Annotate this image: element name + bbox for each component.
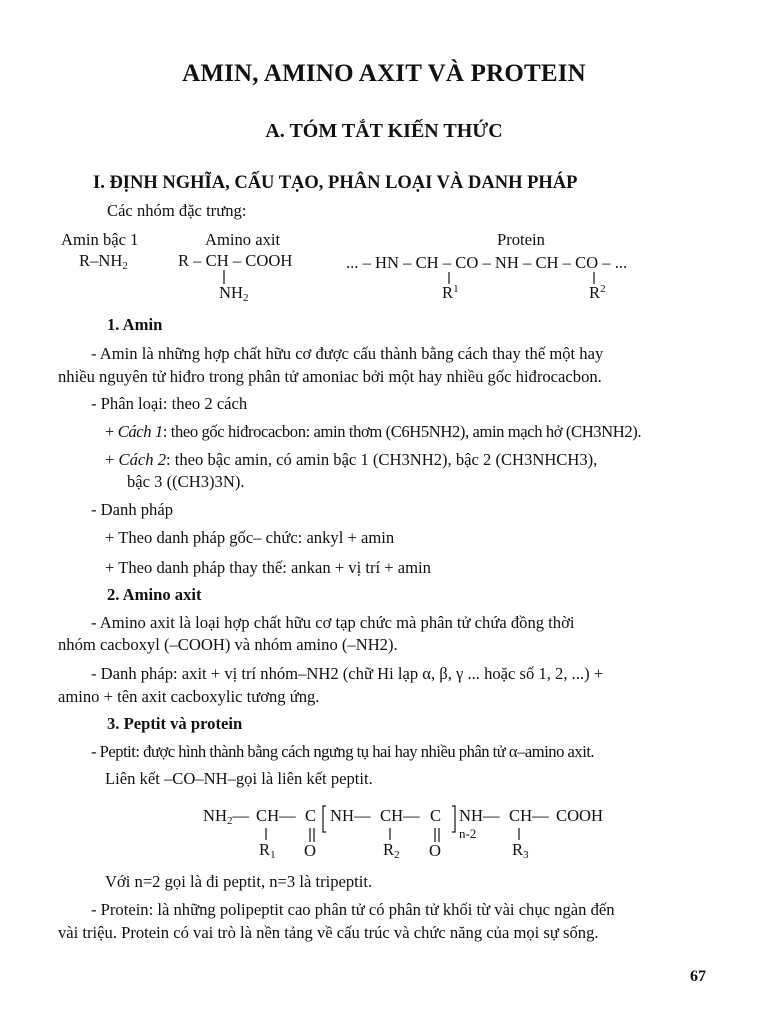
amin-label: Amin bậc 1 [61,230,139,249]
amino-acid-heading: 2. Amino axit [107,585,202,604]
peptide-formula-r1: $R_1$ [259,840,276,861]
peptide-formula-nh: NH— [330,806,371,825]
peptide-definition: - Peptit: được hình thành bằng cách ngưng tụ hai hay nhiều phân tử α–amino axit. [91,742,595,761]
peptide-note: Với n=2 gọi là đi peptit, n=3 là tripeptit. [105,872,373,891]
amino-acid-formula: R – CH – COOH [178,251,293,270]
amin-classification-way2-line2: bậc 3 ((CH3)3N). [127,472,245,491]
protein-label: Protein [497,230,545,249]
peptide-formula-o1: O [304,841,316,860]
peptide-formula-ch1: CH— [256,806,296,825]
amin-naming-substitution: + Theo danh pháp thay thế: ankan + vị trí + amin [105,558,431,577]
page-title: AMIN, AMINO AXIT VÀ PROTEIN [182,60,586,87]
peptide-formula-ch3: CH— [509,806,549,825]
protein-definition-line1: - Protein: là những polipeptit cao phân tử có phân tử khối từ vài chục ngàn đến [91,900,615,919]
amin-formula: $R-NH_2$ [79,251,128,272]
amino-acid-naming-line1: - Danh pháp: axit + vị trí nhóm–NH2 (chữ Hi lạp α, β, γ ... hoặc số 1, 2, ...) + [91,664,604,683]
amin-definition-line1: - Amin là những hợp chất hữu cơ được cấu thành bằng cách thay thế một hay [91,344,604,363]
peptide-formula-c2: C [430,806,442,825]
amin-classification-way1: + Cách 1: theo gốc hiđrocacbon: amin thơm (C6H5NH2), amin mạch hở (CH3NH2). [105,422,642,441]
page-number: 67 [690,968,706,985]
amino-acid-naming-line2: amino + tên axit cacboxylic tương ứng. [58,687,320,706]
amino-acid-definition-line1: - Amino axit là loại hợp chất hữu cơ tạp chức mà phân tử chứa đồng thời [91,613,575,632]
peptide-formula-cooh: COOH [556,806,604,825]
peptide-bond-definition: Liên kết –CO–NH–gọi là liên kết peptit. [105,769,373,788]
amin-naming-radical: + Theo danh pháp gốc– chức: ankyl + amin [105,528,395,547]
peptide-formula-nh2: $NH_2—$ [203,806,250,827]
amin-definition-line2: nhiều nguyên tử hiđro trong phân tử amoniac bởi một hay nhiều gốc hiđrocacbon. [58,367,602,386]
protein-r1: $R^1$ [442,283,459,302]
peptide-formula-r2: $R_2$ [383,840,400,861]
peptide-formula-r3: $R_3$ [512,840,529,861]
groups-intro: Các nhóm đặc trưng: [107,201,247,220]
protein-definition-line2: vài triệu. Protein có vai trò là nền tảng về cấu trúc và chức năng của mọi sự sống. [58,923,599,942]
peptide-formula-c1: C [305,806,317,825]
peptide-heading: 3. Peptit và protein [107,714,243,733]
protein-r2: $R^2$ [589,283,606,302]
amin-naming-intro: - Danh pháp [91,500,174,519]
protein-formula: ... – HN – CH – CO – NH – CH – CO – ... [346,253,628,272]
section-heading-1: I. ĐỊNH NGHĨA, CẤU TẠO, PHÂN LOẠI VÀ DANH PHÁP [93,173,578,193]
peptide-formula-ch2: CH— [380,806,420,825]
amin-heading: 1. Amin [107,315,163,334]
peptide-formula-repeat-n2: n-2 [459,826,477,841]
section-subtitle: A. TÓM TẮT KIẾN THỨC [265,120,503,142]
amin-classification-intro: - Phân loại: theo 2 cách [91,394,248,413]
amino-acid-label: Amino axit [205,230,281,249]
amin-classification-way2: + Cách 2: theo bậc amin, có amin bậc 1 (CH3NH2), bậc 2 (CH3NHCH3), [105,450,598,469]
peptide-formula-nh-end: NH— [459,806,500,825]
amino-acid-nh2: $NH_2$ [219,283,249,304]
amino-acid-definition-line2: nhóm cacboxyl (–COOH) và nhóm amino (–NH2). [58,635,398,654]
peptide-formula-o2: O [429,841,441,860]
